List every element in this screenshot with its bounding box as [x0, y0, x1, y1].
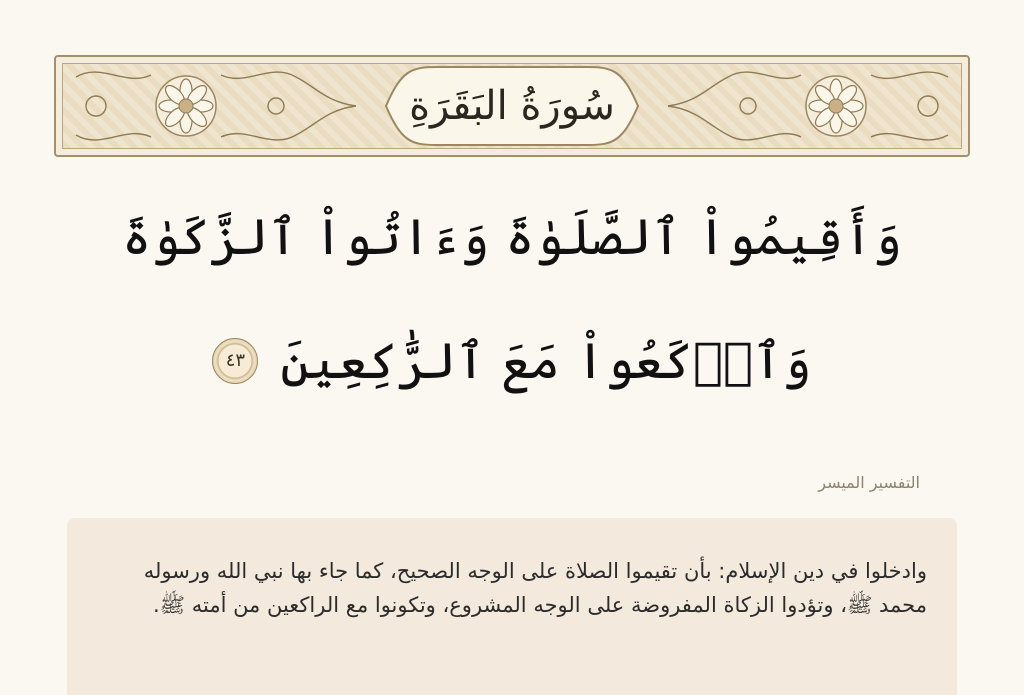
- ayah-line-2: [0, 332, 1024, 390]
- tafsir-title: التفسير الميسر: [818, 473, 920, 492]
- ayah-line-2-text: وَٱرۡكَعُواْ مَعَ ٱلرَّٰكِعِينَ: [280, 332, 812, 390]
- ayah-line-1: وَأَقِيمُواْ ٱلصَّلَوٰةَ وَءَاتُواْ ٱلزَّكَوٰةَ: [121, 208, 903, 266]
- tafsir-text: وادخلوا في دين الإسلام: بأن تقيموا الصلاة على الوجه الصحيح، كما جاء بها نبي الله ورسوله محمد ﷺ، وتؤدوا الزكاة المفروضة على الوجه المشروع، وتكونوا مع الراكعين من أمته ﷺ.: [143, 559, 927, 617]
- surah-name: سُورَةُ البَقَرَةِ: [409, 83, 615, 129]
- tafsir-box: [67, 518, 957, 695]
- ayah-number-marker: ٤٣: [212, 338, 258, 384]
